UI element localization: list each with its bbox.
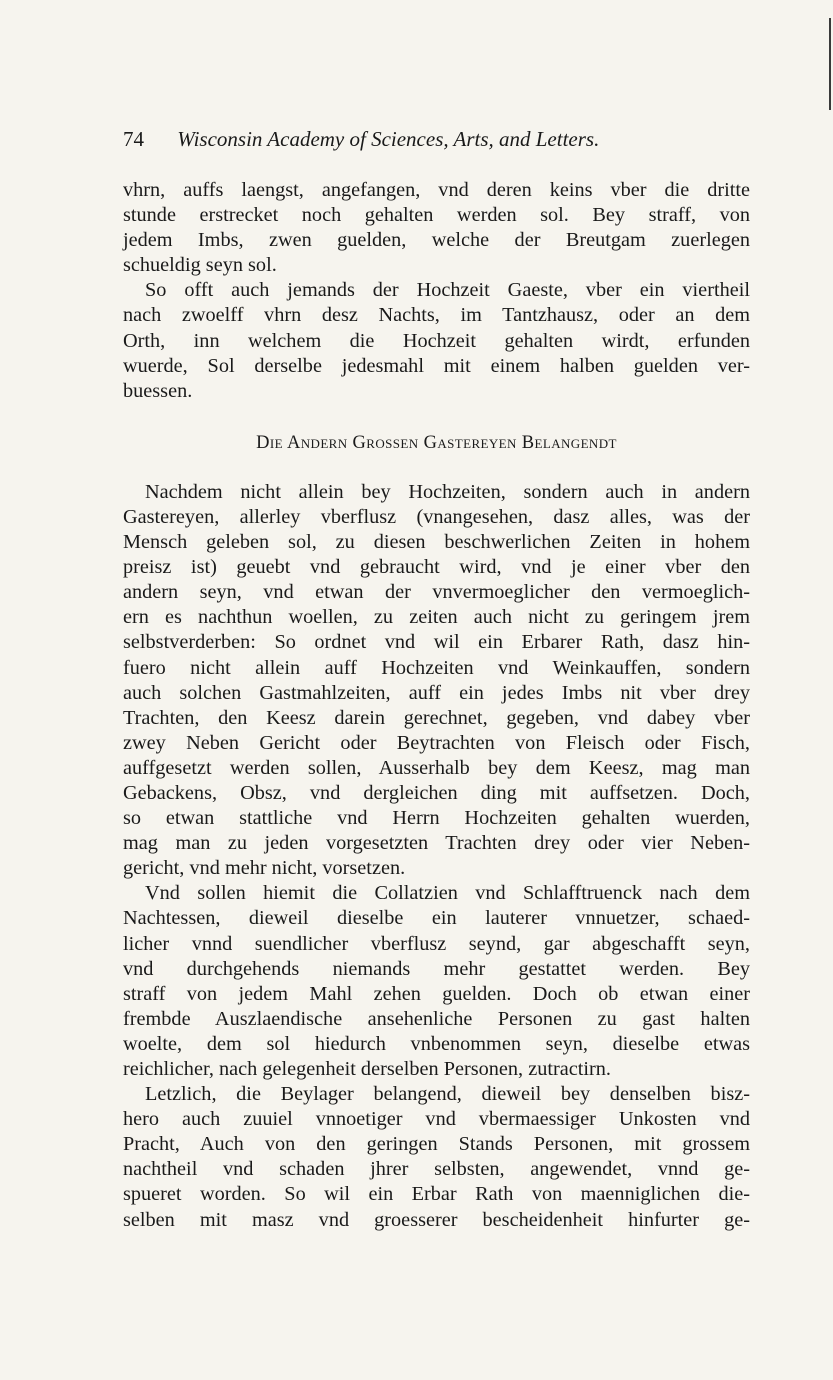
running-title: Wisconsin Academy of Sciences, Arts, and Letters.: [177, 127, 600, 151]
text-line: hero auch zuuiel vnnoetiger vnd vbermaessiger Unkosten vnd: [123, 1108, 750, 1131]
text-line: so etwan stattliche vnd Herrn Hochzeiten gehalten wuerden,: [123, 807, 750, 830]
text-line: ern es nachthun woellen, zu zeiten auch nicht zu geringem jrem: [123, 606, 750, 629]
text-line: Gebackens, Obsz, vnd dergleichen ding mit auffsetzen. Doch,: [123, 781, 750, 804]
text-line: vhrn, auffs laengst, angefangen, vnd deren keins vber die dritte: [123, 179, 750, 201]
running-header: [123, 124, 763, 154]
paragraph: [123, 178, 750, 278]
text-line: gericht, vnd mehr nicht, vorsetzen.: [123, 857, 406, 880]
paragraphs-after-heading: [123, 480, 750, 1233]
text-line: mag man zu jeden vorgesetzten Trachten drey oder vier Neben-: [123, 832, 750, 855]
text-line: auch solchen Gastmahlzeiten, auff ein jedes Imbs nit vber drey: [123, 681, 750, 704]
page-edge-line: [829, 18, 831, 110]
paragraph: [123, 480, 750, 882]
text-line: schueldig seyn sol.: [123, 254, 277, 277]
text-line: licher vnnd suendlicher vberflusz seynd, gar abgeschafft seyn,: [123, 932, 750, 955]
section-heading: Die Andern Grossen Gastereyen Belangendt: [256, 432, 617, 453]
text-line: andern seyn, vnd etwan der vnvermoeglicher den vermoeglich-: [123, 581, 750, 604]
body-text: [123, 178, 750, 1233]
paragraphs-before-heading: [123, 178, 750, 404]
paragraph: [123, 881, 750, 1082]
text-line: straff von jedem Mahl zehen guelden. Doch ob etwan einer: [123, 982, 750, 1005]
paragraph: [123, 1082, 750, 1233]
text-line: wuerde, Sol derselbe jedesmahl mit einem halben guelden ver-: [123, 354, 750, 377]
text-line: zwey Neben Gericht oder Beytrachten von Fleisch oder Fisch,: [123, 731, 750, 754]
text-line: reichlicher, nach gelegenheit derselben Personen, zutractirn.: [123, 1058, 611, 1080]
page-number: 74: [123, 127, 144, 151]
text-line: fuero nicht allein auff Hochzeiten vnd Weinkauffen, sondern: [123, 656, 750, 679]
text-line: stunde erstrecket noch gehalten werden sol. Bey straff, von: [123, 204, 750, 227]
text-line: selbstverderben: So ordnet vnd wil ein Erbarer Rath, dasz hin-: [123, 631, 750, 654]
paragraph: [123, 278, 750, 403]
text-line: preisz ist) geuebt vnd gebraucht wird, vnd je einer vber den: [123, 556, 750, 579]
text-line: selben mit masz vnd groesserer bescheidenheit hinfurter ge-: [123, 1208, 750, 1231]
text-line: nachtheil vnd schaden jhrer selbsten, angewendet, vnnd ge-: [123, 1158, 750, 1181]
text-line: auffgesetzt werden sollen, Ausserhalb bey dem Keesz, mag man: [123, 756, 750, 779]
text-line: Mensch geleben sol, zu diesen beschwerlichen Zeiten in hohem: [123, 531, 750, 554]
text-line: vnd durchgehends niemands mehr gestattet werden. Bey: [123, 957, 750, 980]
text-line: woelte, dem sol hiedurch vnbenommen seyn, dieselbe etwas: [123, 1032, 750, 1055]
text-line: nach zwoelff vhrn desz Nachts, im Tantzhausz, oder an dem: [123, 304, 750, 327]
text-line: Trachten, den Keesz darein gerechnet, gegeben, vnd dabey vber: [123, 706, 750, 729]
text-line: Nachtessen, dieweil dieselbe ein lauterer vnnuetzer, schaed-: [123, 907, 750, 930]
text-line: frembde Auszlaendische ansehenliche Personen zu gast halten: [123, 1007, 750, 1030]
text-line: spueret worden. So wil ein Erbar Rath von maenniglichen die-: [123, 1183, 750, 1206]
text-line: Vnd sollen hiemit die Collatzien vnd Schlafftruenck nach dem: [145, 882, 750, 905]
text-line: Pracht, Auch von den geringen Stands Personen, mit grossem: [123, 1133, 750, 1156]
text-line: jedem Imbs, zwen guelden, welche der Breutgam zuerlegen: [123, 229, 750, 252]
text-line: Orth, inn welchem die Hochzeit gehalten wirdt, erfunden: [123, 329, 750, 352]
text-line: So offt auch jemands der Hochzeit Gaeste, vber ein viertheil: [145, 279, 750, 302]
text-line: Nachdem nicht allein bey Hochzeiten, sondern auch in andern: [145, 480, 750, 503]
text-line: Letzlich, die Beylager belangend, dieweil bey denselben bisz-: [145, 1083, 750, 1106]
text-line: Gastereyen, allerley vberflusz (vnangesehen, dasz alles, was der: [123, 505, 750, 528]
text-line: buessen.: [123, 379, 193, 402]
